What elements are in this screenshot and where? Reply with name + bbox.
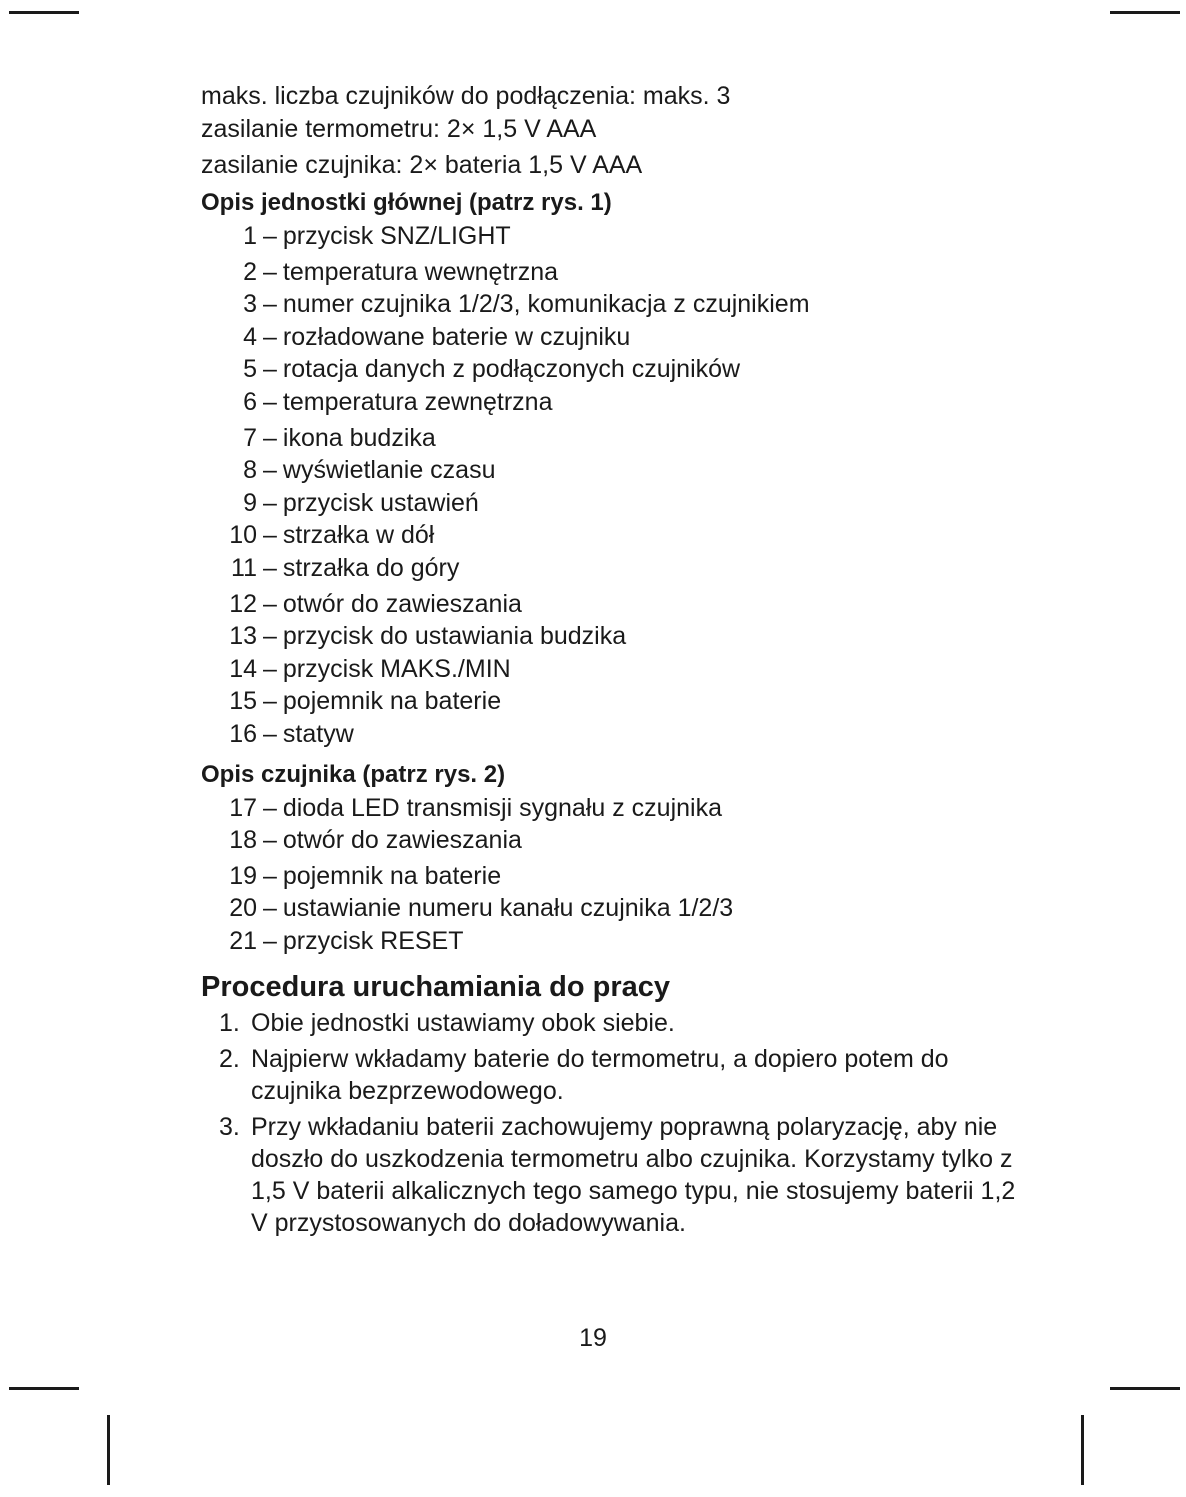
crop-mark-bottom-left <box>9 1387 79 1390</box>
item-number: 11 <box>231 553 257 582</box>
item-number: 3 <box>243 290 257 319</box>
item-number: 12 <box>229 589 257 618</box>
item-number: 1 <box>243 222 257 250</box>
list-item <box>201 620 1021 653</box>
item-dash: – <box>263 488 277 517</box>
item-number: 2 <box>243 257 257 286</box>
spec-line: zasilanie czujnika: 2× bateria 1,5 V AAA <box>201 151 643 179</box>
list-item <box>201 792 1021 825</box>
item-dash: – <box>263 894 277 923</box>
item-text: rotacja danych z podłączonych czujników <box>282 355 741 384</box>
list-item <box>201 860 1021 893</box>
step-number: 2. <box>219 1045 240 1074</box>
item-text: przycisk do ustawiania budzika <box>282 622 627 651</box>
item-text: otwór do zawieszania <box>282 826 522 855</box>
item-text: pojemnik na baterie <box>282 861 502 890</box>
item-text: ikona budzika <box>282 423 436 452</box>
item-number: 6 <box>243 387 257 416</box>
item-number: 15 <box>229 687 257 716</box>
item-dash: – <box>263 423 277 452</box>
item-dash: – <box>263 553 277 582</box>
list-item <box>201 824 1021 857</box>
item-number: 4 <box>243 322 257 351</box>
step-number: 1. <box>219 1009 240 1038</box>
list-item <box>201 288 1021 321</box>
step-number: 3. <box>219 1113 240 1142</box>
step-text: Przy wkładaniu baterii zachowujemy poprawną polaryzację, aby nie doszło do uszkodzenia termometru albo czujnika. Korzystamy tylko z 1,5 V baterii alkalicznych tego samego typu, nie stosujemy baterii 1,2 V przystosowanych do doładowywania. <box>251 1113 1016 1238</box>
list-item <box>201 220 1021 253</box>
page-number: 19 <box>579 1324 607 1352</box>
item-dash: – <box>263 355 277 384</box>
item-dash: – <box>263 861 277 890</box>
list-item <box>201 588 1021 621</box>
item-dash: – <box>263 719 277 748</box>
crop-mark-bottom-left-vertical <box>107 1415 110 1485</box>
procedure-title: Procedura uruchamiania do pracy <box>201 971 670 1004</box>
item-text: statyw <box>282 719 354 748</box>
list-item <box>201 519 1021 552</box>
main-unit-heading: Opis jednostki głównej (patrz rys. 1) <box>201 189 612 216</box>
item-text: przycisk RESET <box>282 926 464 955</box>
list-item <box>201 353 1021 386</box>
item-dash: – <box>263 589 277 618</box>
item-number: 20 <box>229 894 257 923</box>
crop-mark-top-left <box>9 11 79 14</box>
item-dash: – <box>263 387 277 416</box>
item-text: otwór do zawieszania <box>282 589 522 618</box>
item-text: przycisk ustawień <box>282 488 479 517</box>
item-text: pojemnik na baterie <box>282 687 502 716</box>
item-dash: – <box>263 290 277 319</box>
item-number: 13 <box>229 622 257 651</box>
item-text: przycisk SNZ/LIGHT <box>282 222 511 250</box>
item-dash: – <box>263 456 277 485</box>
item-dash: – <box>263 826 277 855</box>
item-number: 9 <box>243 488 257 517</box>
list-item <box>201 718 1021 751</box>
item-dash: – <box>263 793 277 822</box>
crop-mark-top-right <box>1110 11 1180 14</box>
item-dash: – <box>263 654 277 683</box>
item-text: temperatura zewnętrzna <box>282 387 553 416</box>
procedure-step <box>201 1007 1021 1039</box>
list-item <box>201 892 1021 925</box>
item-number: 7 <box>243 423 257 452</box>
list-item <box>201 487 1021 520</box>
item-text: strzałka do góry <box>282 553 460 582</box>
procedure-steps <box>201 1007 1021 1239</box>
sensor-heading: Opis czujnika (patrz rys. 2) <box>201 760 506 788</box>
item-text: dioda LED transmisji sygnału z czujnika <box>282 793 722 822</box>
list-item <box>201 386 1021 419</box>
item-number: 10 <box>229 521 257 550</box>
item-dash: – <box>263 926 277 955</box>
list-item <box>201 685 1021 718</box>
item-text: numer czujnika 1/2/3, komunikacja z czujnikiem <box>282 290 810 319</box>
procedure-step <box>201 1111 1021 1239</box>
item-dash: – <box>263 257 277 286</box>
item-text: wyświetlanie czasu <box>282 456 496 485</box>
item-dash: – <box>263 222 277 250</box>
item-dash: – <box>263 322 277 351</box>
item-number: 18 <box>229 826 257 855</box>
procedure-step <box>201 1043 1021 1107</box>
list-item <box>201 925 1021 958</box>
list-item <box>201 422 1021 455</box>
list-item <box>201 552 1021 585</box>
list-item <box>201 454 1021 487</box>
spec-line: zasilanie termometru: 2× 1,5 V AAA <box>201 115 597 143</box>
list-item <box>201 653 1021 686</box>
item-dash: – <box>263 521 277 550</box>
crop-mark-bottom-right-vertical <box>1081 1415 1084 1485</box>
crop-mark-bottom-right <box>1110 1387 1180 1390</box>
item-number: 14 <box>229 654 257 683</box>
sensor-list <box>201 792 1021 958</box>
item-text: temperatura wewnętrzna <box>282 257 559 286</box>
item-dash: – <box>263 687 277 716</box>
step-text: Obie jednostki ustawiamy obok siebie. <box>251 1009 675 1038</box>
page-content <box>201 80 1021 1243</box>
item-number: 21 <box>229 926 257 955</box>
item-text: przycisk MAKS./MIN <box>282 654 511 683</box>
step-text: Najpierw wkładamy baterie do termometru, a dopiero potem do czujnika bezprzewodowego. <box>251 1045 949 1106</box>
item-number: 17 <box>229 793 257 822</box>
list-item <box>201 256 1021 289</box>
item-number: 19 <box>229 861 257 890</box>
item-text: ustawianie numeru kanału czujnika 1/2/3 <box>282 894 734 923</box>
item-text: rozładowane baterie w czujniku <box>282 322 631 351</box>
item-dash: – <box>263 622 277 651</box>
item-number: 5 <box>243 355 257 384</box>
list-item <box>201 321 1021 354</box>
main-unit-list <box>201 220 1021 751</box>
item-text: strzałka w dół <box>282 521 435 550</box>
spec-line: maks. liczba czujników do podłączenia: maks. 3 <box>201 82 731 110</box>
item-number: 16 <box>229 719 257 748</box>
item-number: 8 <box>243 456 257 485</box>
